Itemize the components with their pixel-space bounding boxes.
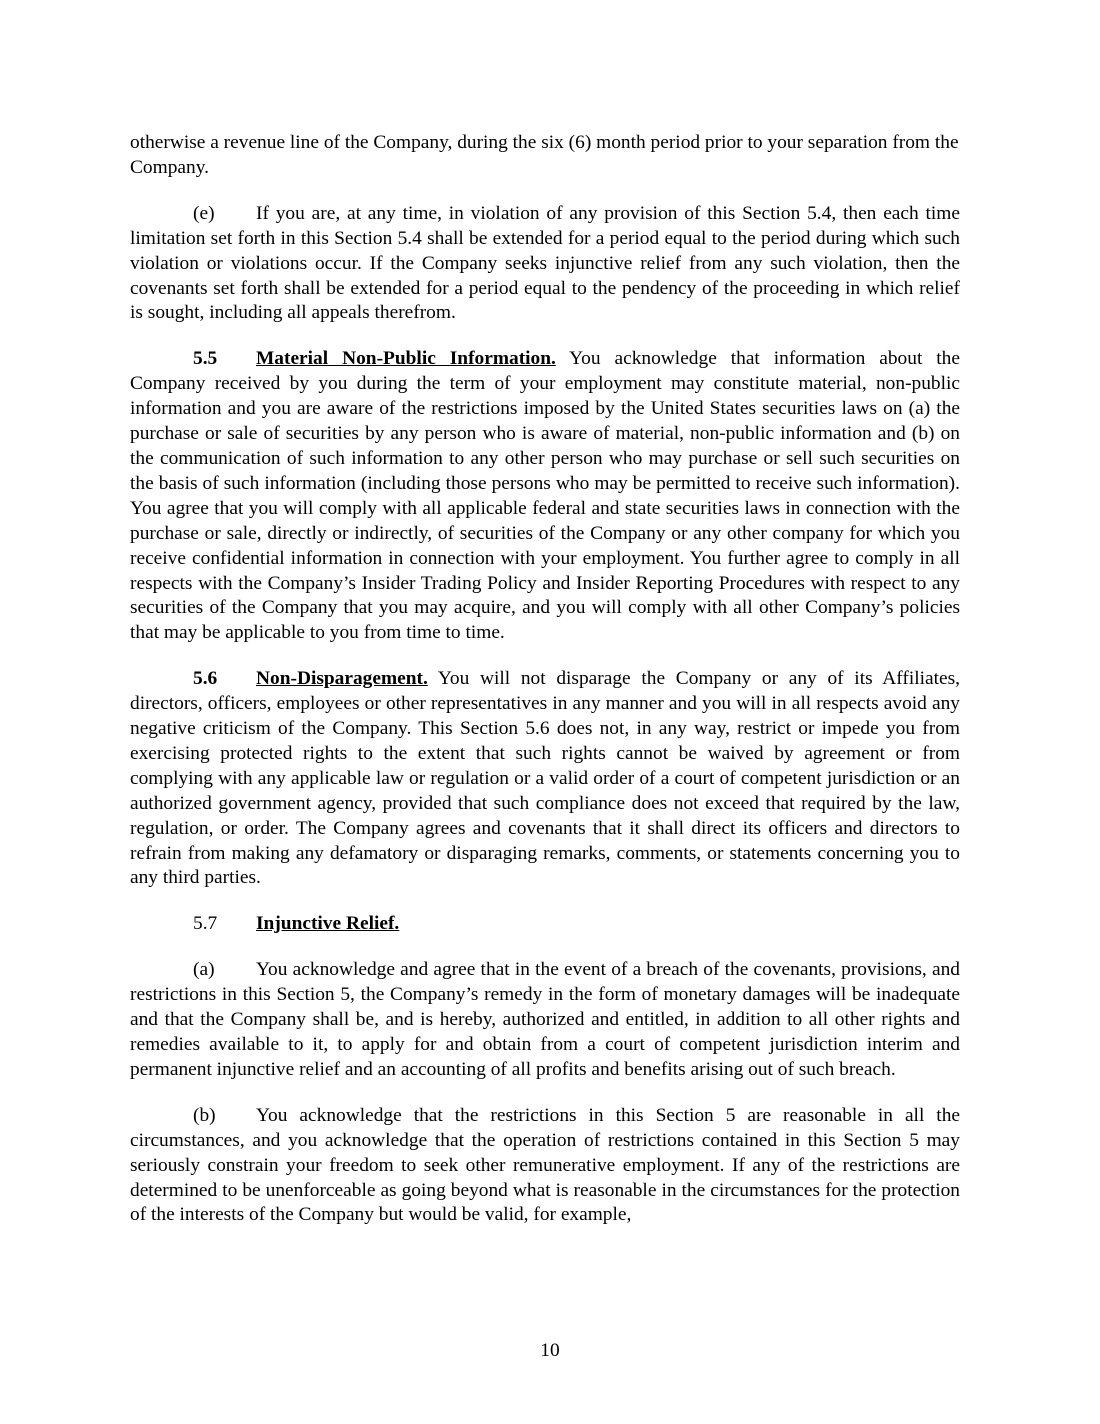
intro-paragraph: otherwise a revenue line of the Company, during the six (6) month period prior to your separation from the Company. (130, 132, 959, 178)
section-5-6 (130, 667, 960, 891)
paragraph-b-label: (b) (193, 1104, 216, 1126)
section-5-7-title: Injunctive Relief. (256, 913, 400, 935)
section-5-6-text: You will not disparage the Company or any of its Affiliates, directors, officers, employees or other representatives in any manner and you will in all respects avoid any negative criticism of the Company. This Section 5.6 does not, in any way, restrict or impede you from exercising protected rights to the extent that such rights cannot be waived by agreement or from complying with any applicable law or regulation or a valid order of a court of competent jurisdiction or an authorized government agency, provided that such compliance does not exceed that required by the law, regulation, or order. The Company agrees and covenants that it shall direct its officers and directors to refrain from making any defamatory or disparaging remarks, comments, or statements concerning you to any third parties. (130, 668, 960, 889)
section-5-5-text: You acknowledge that information about the Company received by you during the term of your employment may constitute material, non-public information and you are aware of the restrictions imposed by the United States securities laws on (a) the purchase or sale of securities by any person who is aware of material, non-public information and (b) on the communication of such information to any other person who may purchase or sell such securities on the basis of such information (including those persons who may be permitted to receive such information). You agree that you will comply with all applicable federal and state securities laws in connection with the purchase or sale, directly or indirectly, of securities of the Company or any other company for which you receive confidential information in connection with your employment. You further agree to comply in all respects with the Company’s Insider Trading Policy and Insider Reporting Procedures with respect to any securities of the Company that you may acquire, and you will comply with all other Company’s policies that may be applicable to you from time to time. (130, 348, 960, 644)
paragraph-e-text: If you are, at any time, in violation of any provision of this Section 5.4, then each time limitation set forth in this Section 5.4 shall be extended for a period equal to the period during which such violation or violations occur. If the Company seeks injunctive relief from any such violation, then the covenants set forth shall be extended for a period equal to the pendency of the proceeding in which relief is sought, including all appeals therefrom. (130, 202, 960, 324)
section-5-7-paragraph-b (130, 1104, 960, 1229)
section-5-5-title: Material Non-Public Information. (256, 348, 556, 370)
section-5-6-title-suffix: . (422, 668, 428, 690)
paragraph-a-text: You acknowledge and agree that in the event of a breach of the covenants, provisions, and restrictions in this Section 5, the Company’s remedy in the form of monetary damages will be inadequate and that the Company shall be, and is hereby, authorized and entitled, in addition to all other rights and remedies available to it, to apply for and obtain from a court of competent jurisdiction interim and permanent injunctive relief and an accounting of all profits and benefits arising out of such breach. (130, 959, 960, 1080)
section-5-7-paragraph-a (130, 958, 960, 1083)
section-5-5 (130, 347, 960, 646)
page-body (130, 131, 960, 1249)
section-5-7-heading (130, 912, 960, 937)
section-5-6-number: 5.6 (193, 668, 218, 690)
section-5-7-number: 5.7 (193, 913, 218, 935)
paragraph-e (130, 202, 960, 327)
section-5-6-title: Non-Disparagement (256, 668, 423, 690)
paragraph-b-text: You acknowledge that the restrictions in this Section 5 are reasonable in all the circumstances, and you acknowledge that the operation of restrictions contained in this Section 5 may seriously constrain your freedom to seek other remunerative employment. If any of the restrictions are determined to be unenforceable as going beyond what is reasonable in the circumstances for the protection of the interests of the Company but would be valid, for example, (130, 1104, 960, 1226)
paragraph-a-label: (a) (193, 959, 215, 981)
page-number: 10 (540, 1340, 560, 1361)
section-5-5-number: 5.5 (193, 348, 218, 370)
paragraph-e-label: (e) (193, 202, 215, 224)
